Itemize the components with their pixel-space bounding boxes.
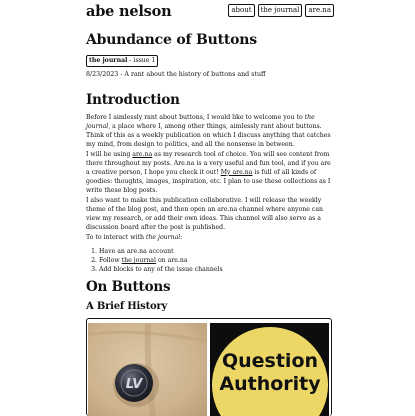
the-journal-link[interactable]: the journal (121, 256, 156, 264)
issue-tag-issue: - issue 1 (127, 57, 156, 64)
p2-text-b: as my research tool of choice. You will see content from there throughout my posts. Are.na is a very useful and fun tool, and if you are a creative person, I hope you check it out! (86, 151, 331, 176)
intro-paragraph-4 (86, 234, 332, 243)
question-authority-pin-icon (210, 323, 329, 416)
p2-text-a: I will be using (86, 151, 133, 158)
image-gallery (86, 318, 332, 416)
intro-paragraph-3: I also want to make this publication collaborative. I will release the weekly theme of the blog post, and then open an are.na channel where anyone can view my research, or add their own ideas. This channel will also serve as a discussion board after the post is published. (86, 197, 324, 231)
p4-text-b: : (180, 234, 183, 241)
site-title[interactable]: abe nelson (86, 3, 172, 20)
question-authority-pin-photo[interactable] (210, 323, 329, 416)
page (86, 0, 331, 395)
p4-text-a: To to interact with (86, 234, 146, 241)
lv-coat-button-photo[interactable] (88, 323, 207, 416)
step2-text-a: Follow (99, 256, 122, 264)
list-item: 3. Add blocks to any of the issue channels (99, 266, 223, 275)
pin-text-line-1: Question (221, 350, 319, 372)
nav-journal-button[interactable]: the journal (258, 4, 303, 17)
list-item (99, 257, 223, 266)
nav-arena-button[interactable]: are.na (305, 4, 334, 17)
list-item: 1. Have an are.na account (99, 248, 223, 257)
issue-tag-journal: the journal (89, 57, 128, 64)
interaction-steps-list (86, 248, 223, 275)
intro-heading: Introduction (86, 92, 180, 108)
intro-paragraph-2 (86, 151, 332, 196)
site-nav (228, 4, 334, 17)
issue-tag[interactable] (86, 55, 158, 67)
arena-link[interactable]: are.na (132, 151, 153, 158)
nav-about-button[interactable]: about (228, 4, 254, 17)
p1-text-a: Before I aimlessly rant about buttons, I would like to welcome you to (86, 114, 305, 121)
post-title: Abundance of Buttons (86, 32, 257, 48)
p2-text-c: is full of all kinds of goodies: thoughts, images, inspiration, etc. I plan to use these collections as I write these blog posts. (86, 168, 331, 194)
coat-button-icon (88, 323, 207, 416)
my-arena-link[interactable]: My are.na (220, 168, 253, 176)
brief-history-heading: A Brief History (86, 301, 168, 312)
site-header (86, 3, 330, 25)
p1-journal-em: the journal (86, 114, 315, 130)
svg-text:LV: LV (125, 377, 143, 392)
intro-paragraph-1 (86, 114, 332, 150)
post-dateline: 8/23/2023 - A rant about the history of buttons and stuff (86, 71, 266, 78)
step2-text-b: on are.na (155, 256, 188, 264)
p1-text-b: , a place where I, among other things, aimlessly rant about buttons. Think of this as a weekly publication on which I discuss anything that catches my mind, from design to politics, and all the nonsense in between. (86, 122, 331, 148)
pin-text-line-2: Authority (219, 373, 321, 395)
p4-journal-em: the journal (145, 234, 181, 241)
on-buttons-heading: On Buttons (86, 279, 171, 295)
